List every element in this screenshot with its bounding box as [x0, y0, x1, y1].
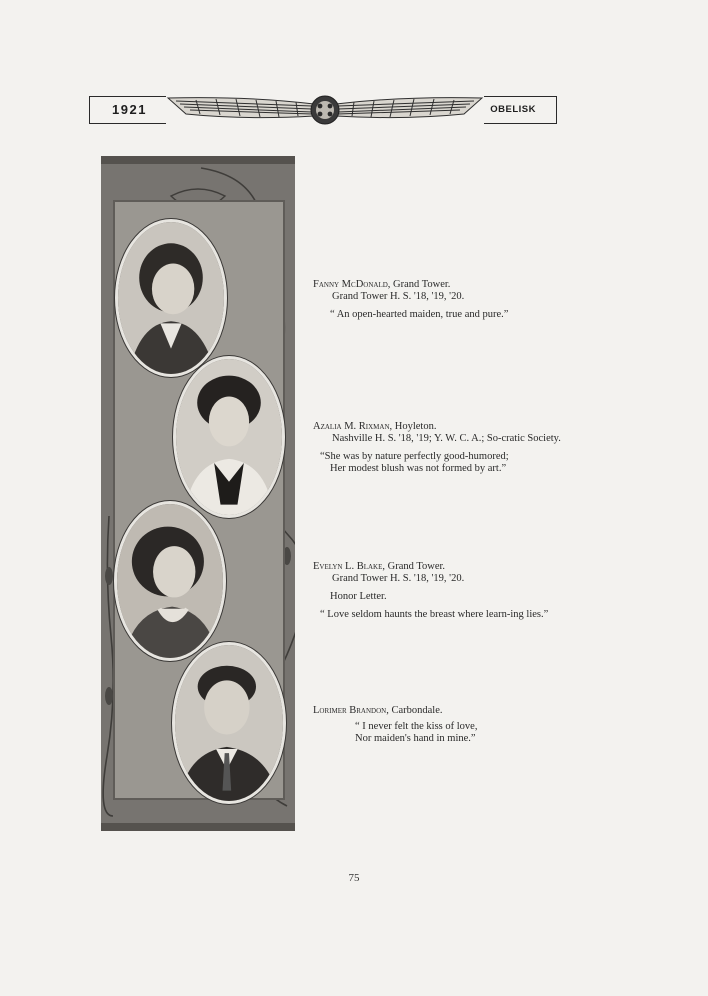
- entry-town: Grand Tower.: [385, 561, 446, 572]
- entry-school: Grand Tower H. S. '18, '19, '20.: [332, 291, 465, 302]
- entry-evelyn-blake: [313, 561, 565, 621]
- portrait-azalia-rixman: [173, 356, 285, 518]
- entry-name: Evelyn L. Blake,: [313, 561, 386, 572]
- entry-lorimer-brandon: [313, 705, 565, 745]
- entry-quote-line-1: “ I never felt the kiss of love,: [355, 721, 478, 732]
- entry-quote-line-2: Her modest blush was not formed by art.”: [330, 463, 507, 474]
- header-title: OBELISK: [490, 104, 536, 115]
- portrait-lorimer-brandon: [172, 642, 286, 804]
- portrait-panel: [101, 156, 295, 831]
- entry-name: Lorimer Brandon,: [313, 705, 389, 716]
- entry-name: Azalia M. Rixman,: [313, 421, 393, 432]
- entry-azalia-rixman: [313, 421, 565, 475]
- entry-quote-line-2: Nor maiden's hand in mine.”: [355, 733, 476, 744]
- entry-quote: “ Love seldom haunts the breast where learn-ing lies.”: [320, 609, 549, 620]
- winged-globe-icon: [166, 92, 484, 128]
- entry-school: Grand Tower H. S. '18, '19, '20.: [332, 573, 465, 584]
- entry-town: Hoyleton.: [392, 421, 437, 432]
- header-year: 1921: [112, 102, 147, 117]
- entry-school: Nashville H. S. '18, '19; Y. W. C. A.; So-cratic Society.: [332, 433, 561, 444]
- entry-quote: “ An open-hearted maiden, true and pure.”: [330, 309, 509, 320]
- entry-honor: Honor Letter.: [330, 591, 387, 602]
- entry-quote-line-1: “She was by nature perfectly good-humored;: [320, 451, 509, 462]
- portrait-evelyn-blake: [114, 501, 226, 661]
- entry-fanny-mcdonald: [313, 279, 565, 321]
- entry-town: Grand Tower.: [390, 279, 451, 290]
- entry-name: Fanny McDonald,: [313, 279, 391, 290]
- portrait-fanny-mcdonald: [115, 219, 227, 377]
- entry-town: Carbondale.: [388, 705, 443, 716]
- page-number: 75: [348, 872, 360, 884]
